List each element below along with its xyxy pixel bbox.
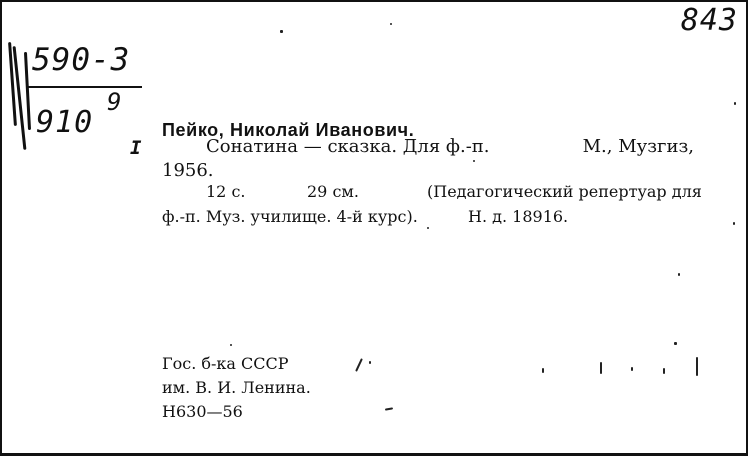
inventory-number: 843: [680, 3, 738, 38]
speck: [542, 368, 544, 373]
library-name: Гос. б-ка СССР: [162, 354, 289, 373]
library-name-continued: им. В. И. Ленина.: [162, 378, 311, 397]
speck: [696, 357, 698, 376]
speck: [734, 102, 736, 105]
publication-year: 1956.: [162, 160, 214, 181]
speck: [385, 407, 393, 410]
speck: [390, 23, 392, 25]
speck: [663, 368, 665, 374]
page-count: 12 с.: [206, 182, 246, 201]
speck: [369, 361, 371, 364]
speck: [733, 222, 735, 225]
speck: [280, 30, 283, 33]
title-line: Сонатина — сказка. Для ф.-п.: [206, 136, 490, 157]
series-note-continued: ф.-п. Муз. училище. 4-й курс).: [162, 207, 418, 226]
card-code: Н630—56: [162, 402, 243, 421]
shelfmark-divider: [28, 86, 142, 88]
publisher: М., Музгиз,: [582, 136, 694, 157]
shelfmark-bar: [24, 52, 31, 130]
speck: [631, 367, 633, 371]
series-note: (Педагогический репертуар для: [427, 182, 702, 201]
speck: [427, 227, 429, 229]
shelfmark-top: 590-3: [32, 42, 131, 78]
author-heading: Пейко, Николай Иванович.: [162, 120, 415, 140]
dimensions: 29 см.: [307, 182, 359, 201]
shelfmark-subscript: I: [130, 137, 142, 159]
speck: [355, 358, 363, 372]
catalog-number: Н. д. 18916.: [468, 207, 569, 226]
speck: [230, 344, 232, 346]
speck: [674, 342, 677, 345]
speck: [678, 273, 680, 276]
shelfmark-bottom: 910: [36, 105, 94, 140]
speck: [600, 362, 602, 374]
shelfmark-superscript: 9: [107, 88, 122, 116]
speck: [473, 160, 475, 162]
